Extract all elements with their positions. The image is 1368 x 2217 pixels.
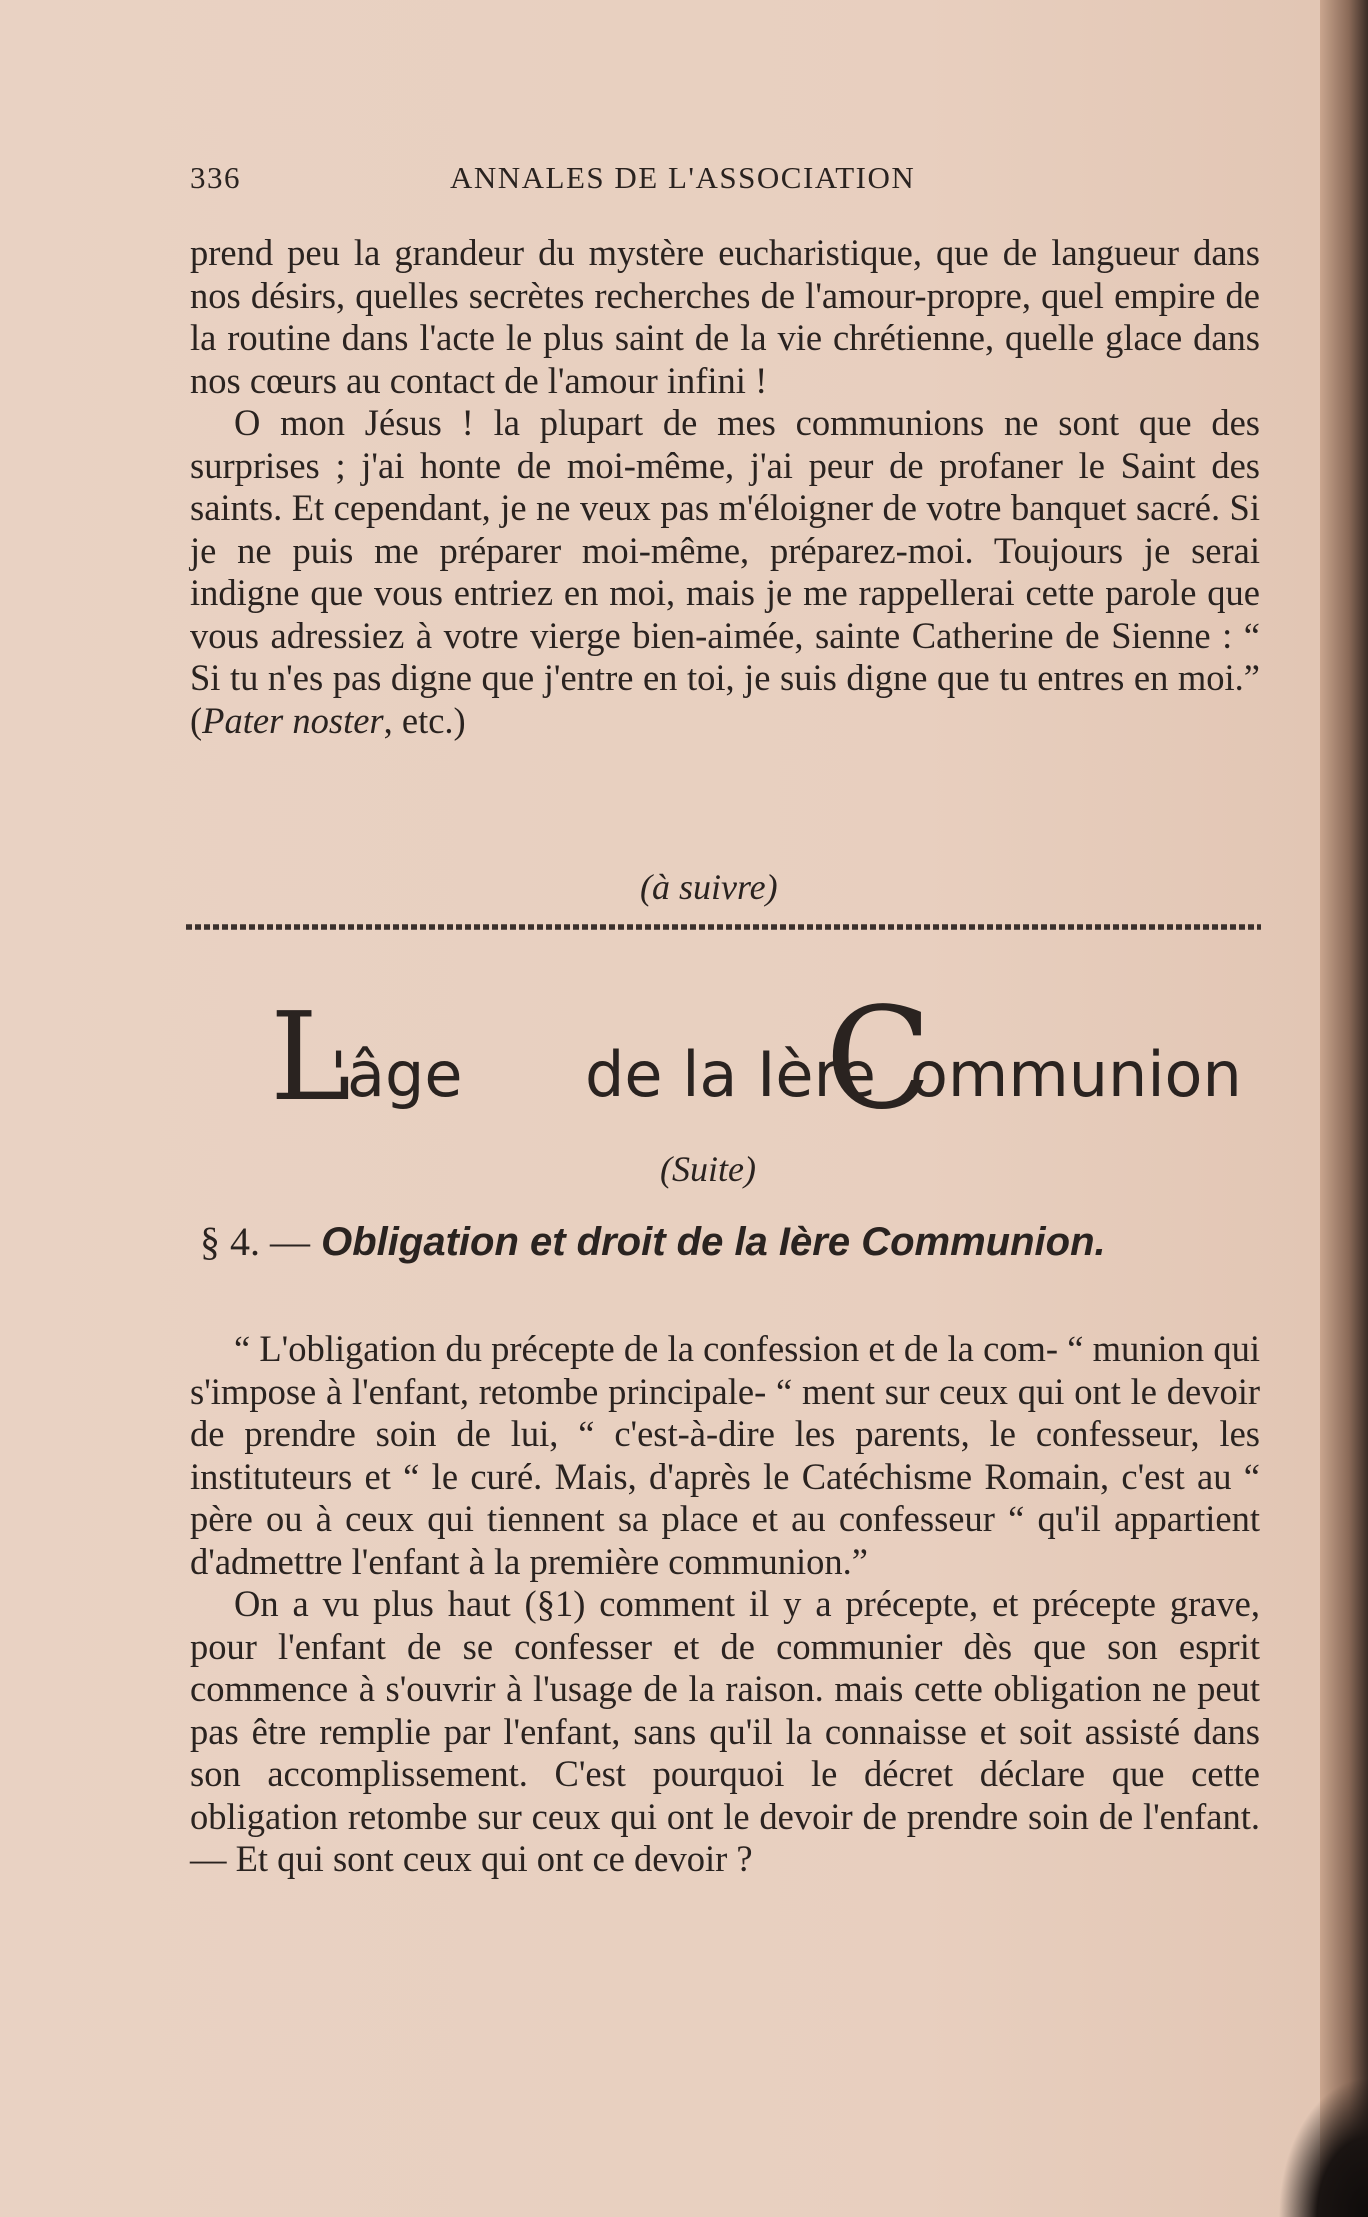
running-title: ANNALES DE L'ASSOCIATION [450, 160, 916, 195]
etc-text: , etc.) [383, 699, 466, 741]
article-text [190, 1328, 1260, 1881]
paragraph: prend peu la grandeur du mystère eucharistique, que de langueur dans nos désirs, quelles secrètes recherches de l'amour-propre, quel empire de la routine dans l'acte le plus saint de la vie chrétienne, quelle glace dans nos cœurs au contact de l'amour infini ! [190, 232, 1260, 401]
title-part-3: ommunion [910, 1038, 1242, 1111]
article-title [270, 978, 1242, 1141]
title-part-1: 'âge [330, 1038, 463, 1111]
suite-note: (Suite) [660, 1149, 756, 1189]
running-header [190, 160, 1010, 200]
paragraph-text: O mon Jésus ! la plupart de mes communions ne sont que des surprises ; j'ai honte de moi-même, j'ai peur de profaner le Saint des saints. Et cependant, je ne veux pas m'éloigner de votre banquet sacré. Si je ne puis me préparer moi-même, préparez-moi. Toujours je serai indigne que vous entriez en moi, mais je me rappellerai cette parole que vous adressiez à votre vierge bien-aimée, sainte Catherine de Sienne : “ Si tu n'es pas digne que j'entre en toi, je suis digne que tu entres en moi.” [190, 402, 1260, 698]
page-number: 336 [190, 160, 241, 195]
paragraph: On a vu plus haut (§1) comment il y a précepte, et précepte grave, pour l'enfant de se confesser et de communier dès que son esprit commence à s'ouvrir à l'usage de la raison. mais cette obligation ne peut pas être remplie par l'enfant, sans qu'il la connaisse et soit assisté dans son accomplissement. C'est pourquoi le décret déclare que cette obligation retombe sur ceux qui ont le devoir de prendre soin de l'enfant. — Et qui sont ceux qui ont ce devoir ? [190, 1583, 1260, 1879]
prayer-text [190, 232, 1260, 742]
quoted-paragraph: “ L'obligation du précepte de la confession et de la com- “ munion qui s'impose à l'enfant, retombe principale- “ ment sur ceux qui ont le devoir de prendre soin de lui, “ c'est-à-dire les parents, le confesseur, les instituteurs et “ le curé. Mais, d'après le Catéchisme Romain, c'est au “ père ou à ceux qui tiennent sa place et au confesseur “ qu'il appartient d'admettre l'enfant à la première communion.” [190, 1328, 1260, 1582]
title-part-2: de la Ière [585, 1038, 876, 1111]
title-initial-c: C [825, 978, 933, 1141]
paragraph: O mon Jésus ! la plupart de mes communions ne sont que des surprises ; j'ai honte de moi-même, j'ai peur de profaner le Saint des saints. Et cependant, je ne veux pas m'éloigner de votre banquet sacré. Si je ne puis me préparer moi-même, préparez-moi. Toujours je serai indigne que vous entriez en moi, mais je me rappellerai cette parole que vous adressiez à votre vierge bien-aimée, sainte Catherine de Sienne : “ Si tu n'es pas digne que j'entre en toi, je suis digne que tu entres en moi.” (Pater noster, etc.) [190, 402, 1260, 741]
section-title: Obligation et droit de la Ière Communion. [321, 1220, 1106, 1264]
a-suivre-note: (à suivre) [640, 867, 778, 907]
corner-shadow [1278, 2077, 1368, 2217]
section-heading [200, 1218, 1260, 1265]
section-mark: § 4. — [200, 1219, 310, 1264]
ornamental-divider [186, 920, 1261, 934]
book-spine-shadow [1320, 0, 1368, 2217]
title-initial-l: L [270, 986, 352, 1128]
pater-noster: Pater noster [202, 699, 384, 741]
